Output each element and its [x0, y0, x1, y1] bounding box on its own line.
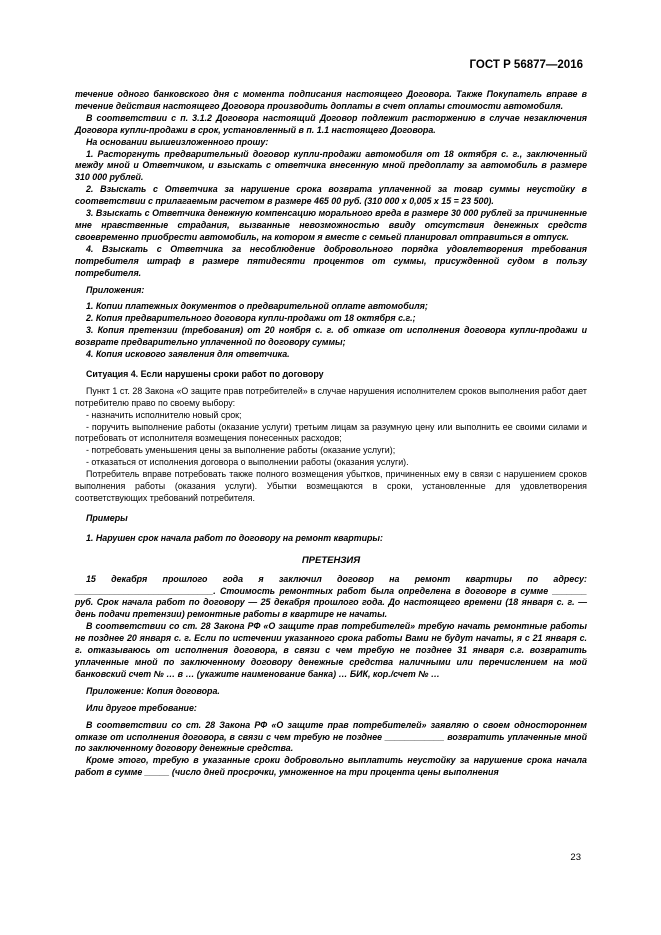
paragraph: 15 декабря прошлого года я заключил договор на ремонт квартиры по адресу: ____________________________. Стоимость ремонтных работ была определена в договоре в сумме _______ руб. Срок начала работ по договору — 25 декабря прошлого года. До настоящего времени (18 января с. г. — день подачи претензии) ремонтные работы в квартире не начаты. — [75, 573, 587, 620]
paragraph: В соответствии с п. 3.1.2 Договора настоящий Договор подлежит расторжению в случае незаключения Договора купли-продажи в срок, установленный в п. 1.1 настоящего Договора. — [75, 112, 587, 135]
list-item: 3. Копия претензии (требования) от 20 ноября с. г. об отказе от исполнения договора купли-продажи и возврате предварительно уплаченной по договору суммы; — [75, 325, 587, 348]
page-number: 23 — [570, 852, 581, 863]
list-item: - назначить исполнителю новый срок; — [86, 409, 242, 420]
examples-heading: Примеры — [86, 512, 128, 523]
example-heading: 1. Нарушен срок начала работ по договору на ремонт квартиры: — [86, 532, 383, 543]
paragraph: В соответствии со ст. 28 Закона РФ «О защите прав потребителей» требую начать ремонтные работы не позднее 20 января с. г. Если по истечении указанного срока работы Вами не будут начаты, я с 21 января с. г. отказываюсь от исполнения договора, в связи с чем требую не позднее 31 января с.г. возвратить уплаченные мной по заключенному договору денежные средства наличными или перечислением на мой банковский счет № … в … (укажите наименование банка) … БИК, кор./счет № … — [75, 621, 587, 679]
paragraph: течение одного банковского дня с момента подписания настоящего Договора. Также Покупатель вправе в течение действия настоящего Договора производить доплаты в счет оплаты стоимости автомобиля. — [75, 89, 587, 111]
paragraph: Кроме этого, требую в указанные сроки добровольно выплатить неустойку за нарушение срока начала работ в сумме _____ (число дней просрочки, умноженное на три процента цены выполнения — [75, 755, 587, 778]
list-item: 1. Копии платежных документов о предварительной оплате автомобиля; — [86, 301, 428, 312]
document-body — [75, 89, 587, 779]
list-item: 2. Взыскать с Ответчика за нарушение срока возврата уплаченной за товар суммы неустойку в соответствии с прилагаемым расчетом в размере 465 00 руб. (310 000 х 0,005 х 15 = 23 500). — [75, 184, 587, 207]
paragraph: В соответствии со ст. 28 Закона РФ «О защите прав потребителей» заявляю о своем одностороннем отказе от исполнения договора, в связи с чем требую не позднее ____________ возвратить уплаченные мной по заключенному договору денежные средства. — [75, 719, 587, 754]
list-item: 2. Копия предварительного договора купли-продажи от 18 октября с.г.; — [86, 313, 416, 324]
list-item: - поручить выполнение работы (оказание услуги) третьим лицам за разумную цену или выполнить ее своими силами и потребовать от исполнителя возмещения понесенных расходов; — [75, 421, 587, 444]
paragraph: Приложение: Копия договора. — [86, 685, 220, 696]
list-item: 1. Расторгнуть предварительный договор купли-продажи автомобиля от 18 октября с. г., заключенный между мной и Ответчиком, и взыскать с ответчика внесенную мной предоплату за автомобиль в размере 310 000 рублей. — [75, 148, 587, 183]
list-item: 4. Взыскать с Ответчика за несоблюдение добровольного порядка удовлетворения требования потребителя штраф в размере пятидесяти процентов от суммы, присужденной судом в пользу потребителя. — [75, 243, 587, 278]
section-heading: Ситуация 4. Если нарушены сроки работ по договору — [86, 368, 324, 379]
paragraph: Пункт 1 ст. 28 Закона «О защите прав потребителей» в случае нарушения исполнителем сроков выполнения работ дает потребителю право по своему выбору: — [75, 385, 587, 408]
paragraph: Потребитель вправе потребовать также полного возмещения убытков, причиненных ему в связи с нарушением сроков выполнения работы (оказания услуги). Убытки возмещаются в сроки, установленные для удовлетворения соответствующих требований потребителя. — [75, 469, 587, 503]
attachments-heading: Приложения: — [86, 284, 145, 295]
paragraph: На основании вышеизложенного прошу: — [86, 136, 269, 147]
document-header-standard: ГОСТ Р 56877—2016 — [469, 59, 583, 71]
list-item: - потребовать уменьшения цены за выполнение работы (оказание услуги); — [86, 445, 396, 456]
list-item: 3. Взыскать с Ответчика денежную компенсацию морального вреда в размере 30 000 рублей за причиненные мне нравственные страдания, вызванные невозможностью ввиду отсутствия денежных средств своевременно приобрести автомобиль, на котором я вместе с семьей планировал отправиться в отпуск. — [75, 208, 587, 242]
list-item: 4. Копия искового заявления для ответчика. — [86, 349, 290, 360]
paragraph: Или другое требование: — [86, 702, 197, 713]
list-item: - отказаться от исполнения договора о выполнении работы (оказания услуги). — [86, 457, 409, 468]
claim-title: ПРЕТЕНЗИЯ — [301, 554, 361, 566]
